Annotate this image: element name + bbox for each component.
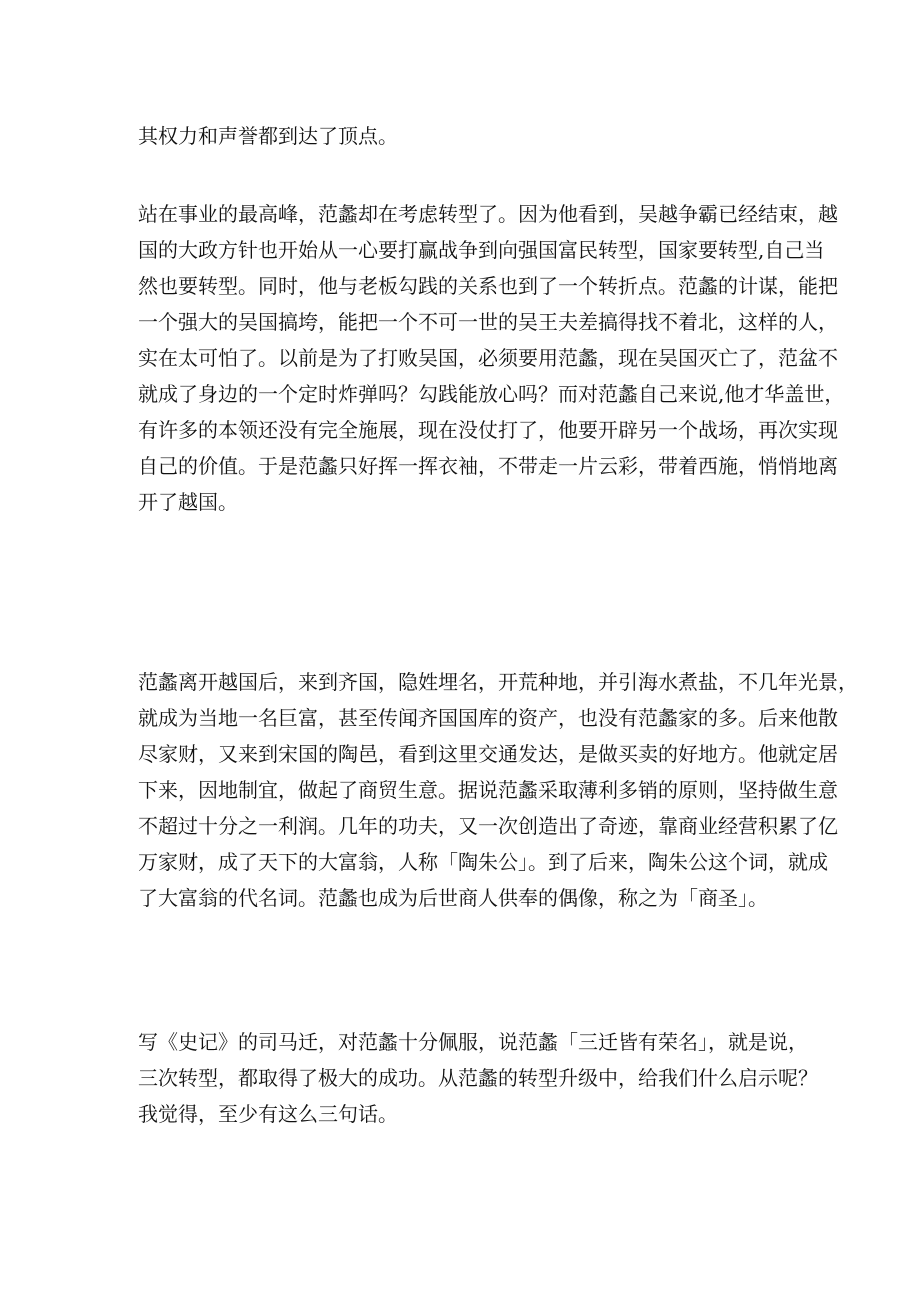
paragraph-wealth bbox=[138, 664, 858, 916]
text-line: 三次转型，都取得了极大的成功。从范蠡的转型升级中，给我们什么启示呢？ bbox=[138, 1066, 818, 1090]
text-line: 了大富翁的代名词。范蠡也成为后世商人供奉的偶像，称之为「商圣」。 bbox=[138, 886, 768, 910]
text-line: 自己的价值。于是范蠡只好挥一挥衣袖，不带走一片云彩，带着西施，悄悄地离 bbox=[138, 454, 838, 478]
text-line: 尽家财，又来到宋国的陶邑，看到这里交通发达，是做买卖的好地方。他就定居 bbox=[138, 742, 838, 766]
text-line: 就成了身边的一个定时炸弹吗？勾践能放心吗？而对范蠡自己来说,他才华盖世， bbox=[138, 382, 845, 406]
text-line: 下来，因地制宜，做起了商贸生意。据说范蠡采取薄利多销的原则，坚持做生意 bbox=[138, 778, 838, 802]
text-line: 国的大政方针也开始从一心要打赢战争到向强国富民转型，国家要转型,自己当 bbox=[138, 238, 825, 262]
text-line: 有许多的本领还没有完全施展，现在没仗打了，他要开辟另一个战场，再次实现 bbox=[138, 418, 838, 442]
text-line: 写《史记》的司马迁，对范蠡十分佩服，说范蠡「三迁皆有荣名」，就是说， bbox=[138, 1030, 808, 1054]
text-line: 就成为当地一名巨富，甚至传闻齐国国库的资产，也没有范蠡家的多。后来他散 bbox=[138, 706, 838, 730]
text-line: 然也要转型。同时，他与老板勾践的关系也到了一个转折点。范蠡的计谋，能把 bbox=[138, 274, 838, 298]
text-line: 范蠡离开越国后，来到齐国，隐姓埋名，开荒种地，并引海水煮盐，不几年光景， bbox=[138, 670, 858, 694]
text-line: 开了越国。 bbox=[138, 490, 238, 514]
text-line: 实在太可怕了。以前是为了打败吴国，必须要用范蠡，现在吴国灭亡了，范盆不 bbox=[138, 346, 838, 370]
text-line: 站在事业的最高峰，范蠡却在考虑转型了。因为他看到，吴越争霸已经结束，越 bbox=[138, 202, 838, 226]
text-line: 我觉得，至少有这么三句话。 bbox=[138, 1102, 398, 1126]
text-line: 万家财，成了天下的大富翁，人称「陶朱公」。到了后来，陶朱公这个词，就成 bbox=[138, 850, 828, 874]
paragraph-intro bbox=[138, 118, 398, 154]
paragraph-transformation bbox=[138, 196, 845, 520]
text-line: 不超过十分之一利润。几年的功夫，又一次创造出了奇迹，靠商业经营积累了亿 bbox=[138, 814, 838, 838]
text-line: 一个强大的吴国搞垮，能把一个不可一世的吴王夫差搞得找不着北，这样的人， bbox=[138, 310, 838, 334]
text-line: 其权力和声誉都到达了顶点。 bbox=[138, 124, 398, 148]
paragraph-shiji bbox=[138, 1024, 818, 1132]
